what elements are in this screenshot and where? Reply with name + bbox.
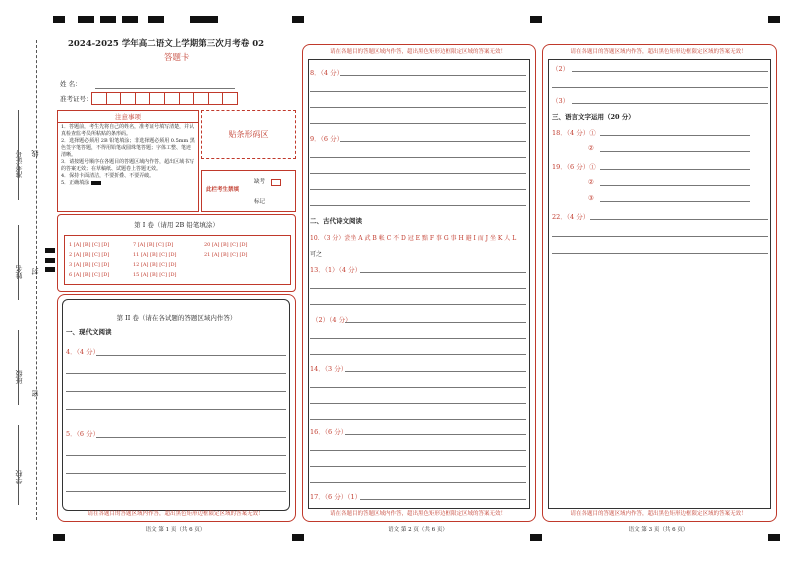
q17-label: 17．（6 分）（1） bbox=[310, 493, 362, 501]
answer-line[interactable] bbox=[590, 219, 768, 220]
notice-item: 2．选择题必须用 2B 铅笔填涂；非选择题必须用 0.5mm 黑色签字笔答题，不得用铅笔或圆珠笔答题；字体工整、笔迹清晰。 bbox=[61, 138, 195, 158]
warning-text: 请在各题目的答题区域内作答，超出黑色矩形边框限定区域的答案无效！ bbox=[570, 49, 747, 55]
answer-line[interactable] bbox=[360, 272, 526, 273]
answer-line[interactable] bbox=[310, 387, 526, 388]
page-footer: 语文 第 2 页（共 6 页） bbox=[388, 527, 448, 533]
answer-line[interactable] bbox=[340, 75, 526, 76]
q13-2-label: （2）（4 分） bbox=[312, 316, 352, 324]
q10-label: 10．（3 分）尝坐 A 武 B 帐 C 不 D 冠 E 黯 F 事 G 事 H 避 I 而 J 坐 K 人 L bbox=[310, 235, 517, 242]
option-row[interactable]: 7 [A] [B] [C] [D] bbox=[133, 242, 174, 248]
answer-line[interactable] bbox=[66, 409, 286, 410]
section1-box bbox=[57, 214, 296, 292]
answer-line[interactable] bbox=[310, 354, 526, 355]
q3-label: （3） bbox=[552, 97, 570, 105]
fill-line bbox=[18, 425, 19, 505]
registration-mark bbox=[53, 534, 65, 541]
answer-line[interactable] bbox=[310, 157, 526, 158]
option-row[interactable]: 12 [A] [B] [C] [D] bbox=[133, 262, 177, 268]
answer-line[interactable] bbox=[345, 434, 526, 435]
answer-line[interactable] bbox=[572, 103, 768, 104]
answer-line[interactable] bbox=[310, 173, 526, 174]
option-row[interactable]: 6 [A] [B] [C] [D] bbox=[69, 272, 110, 278]
seal-label: 封 bbox=[31, 268, 39, 275]
answer-line[interactable] bbox=[340, 141, 526, 142]
warning-text: 请在各题目的答题区域内作答，超出黑色矩形边框限定区域的答案无效！ bbox=[87, 511, 264, 517]
fill-sample-icon bbox=[91, 181, 101, 185]
q10-text: 可之 bbox=[310, 251, 323, 258]
registration-mark bbox=[78, 16, 94, 23]
registration-mark bbox=[768, 534, 780, 541]
q4-label: 4．（4 分） bbox=[66, 348, 100, 356]
answer-line[interactable] bbox=[66, 391, 286, 392]
page-footer: 语文 第 1 页（共 6 页） bbox=[145, 527, 206, 533]
binding-line bbox=[36, 40, 37, 520]
page2-inner bbox=[308, 59, 530, 509]
registration-mark bbox=[148, 16, 164, 23]
q22-label: 22．（4 分） bbox=[552, 213, 590, 221]
part2-title: 二、古代诗文阅读 bbox=[310, 217, 362, 225]
answer-line[interactable] bbox=[310, 288, 526, 289]
q2-label: （2） bbox=[552, 65, 570, 73]
option-row[interactable]: 21 [A] [B] [C] [D] bbox=[204, 252, 248, 258]
answer-line[interactable] bbox=[66, 491, 286, 492]
answer-line[interactable] bbox=[552, 87, 768, 88]
options-grid bbox=[64, 235, 291, 285]
registration-mark bbox=[530, 534, 542, 541]
q18-label: 18．（4 分）① bbox=[552, 129, 596, 137]
line-label: 线 bbox=[31, 150, 39, 157]
absent-mark-label: 缺考 bbox=[254, 179, 266, 185]
zkzh-field-label: 准考证号： bbox=[60, 95, 93, 103]
answer-line[interactable] bbox=[310, 419, 526, 420]
notice-title: 注意事项 bbox=[58, 111, 198, 123]
page-title: 2024-2025 学年高二语文上学期第三次月考卷 02 bbox=[68, 39, 265, 49]
option-row[interactable]: 2 [A] [B] [C] [D] bbox=[69, 252, 110, 258]
answer-line[interactable] bbox=[66, 373, 286, 374]
q5-label: 5．（6 分） bbox=[66, 430, 100, 438]
q19-sub-label: ② bbox=[588, 178, 594, 186]
answer-line[interactable] bbox=[552, 236, 768, 237]
q19-sub-label: ③ bbox=[588, 194, 594, 202]
answer-line[interactable] bbox=[310, 123, 526, 124]
option-row[interactable]: 11 [A] [B] [C] [D] bbox=[133, 252, 177, 258]
answer-line[interactable] bbox=[345, 322, 526, 323]
barcode-area bbox=[201, 110, 296, 159]
zkzh-boxes[interactable] bbox=[91, 92, 238, 105]
answer-line[interactable] bbox=[345, 371, 526, 372]
notice-item: 1．答题前，考生先将自己的姓名，准考证号填写清楚，并认真检查监考员所粘贴的条形码。 bbox=[61, 124, 195, 137]
warning-text: 请在各题目的答题区域内作答，超出黑色矩形边框限定区域的答案无效！ bbox=[570, 511, 747, 517]
answer-line[interactable] bbox=[96, 355, 286, 356]
fill-line bbox=[18, 110, 19, 200]
registration-mark bbox=[45, 248, 55, 253]
page3-inner bbox=[548, 59, 771, 509]
barcode-label: 贴条形码区 bbox=[228, 130, 269, 139]
registration-mark bbox=[100, 16, 116, 23]
answer-line[interactable] bbox=[310, 91, 526, 92]
name-label: 姓名 bbox=[15, 265, 23, 279]
answer-line[interactable] bbox=[572, 71, 768, 72]
registration-mark bbox=[768, 16, 780, 23]
notice-item: 3．请按题号顺序在各题目的答题区域内作答，超出区域书写的答案无效；在草稿纸、试题卷上答题无效。 bbox=[61, 159, 195, 172]
registration-mark bbox=[292, 534, 304, 541]
name-field-label: 姓 名： bbox=[60, 80, 82, 88]
fill-line bbox=[18, 225, 19, 300]
school-label: 学校 bbox=[15, 470, 23, 484]
answer-line[interactable] bbox=[310, 205, 526, 206]
section2-title: 第 II 卷（请在各试题的答题区域内作答） bbox=[116, 314, 237, 322]
notice-box bbox=[57, 110, 199, 212]
option-row[interactable]: 15 [A] [B] [C] [D] bbox=[133, 272, 177, 278]
registration-mark bbox=[190, 16, 218, 23]
option-row[interactable]: 20 [A] [B] [C] [D] bbox=[204, 242, 248, 248]
answer-line[interactable] bbox=[310, 482, 526, 483]
answer-line[interactable] bbox=[310, 304, 526, 305]
part1-title: 一、现代文阅读 bbox=[66, 328, 112, 336]
q16-label: 16．（6 分） bbox=[310, 428, 348, 436]
answer-line[interactable] bbox=[310, 403, 526, 404]
answer-line[interactable] bbox=[600, 185, 750, 186]
registration-mark bbox=[45, 258, 55, 263]
absent-box bbox=[201, 170, 296, 212]
option-row[interactable]: 1 [A] [B] [C] [D] bbox=[69, 242, 110, 248]
answer-line[interactable] bbox=[600, 135, 750, 136]
registration-mark bbox=[45, 267, 55, 272]
registration-mark bbox=[53, 16, 65, 23]
q9-label: 9．（6 分） bbox=[310, 135, 344, 143]
zkzh-label: 准考证号 bbox=[15, 150, 23, 178]
name-field[interactable] bbox=[95, 88, 235, 89]
page-footer: 语文 第 3 页（共 6 页） bbox=[628, 527, 689, 533]
absent-label: 此栏考生禁填 bbox=[206, 187, 240, 193]
answer-line[interactable] bbox=[310, 189, 526, 190]
absent-checkbox[interactable] bbox=[271, 179, 281, 186]
notice-item: 4．保持卡面清洁，不要折叠、不要弄破。 bbox=[61, 173, 155, 179]
answer-line[interactable] bbox=[66, 455, 286, 456]
q18-sub-label: ② bbox=[588, 144, 594, 152]
registration-mark bbox=[530, 16, 542, 23]
q14-label: 14．（3 分） bbox=[310, 365, 348, 373]
q13-1-label: 13．（1）（4 分） bbox=[310, 266, 362, 274]
answer-line[interactable] bbox=[310, 107, 526, 108]
answer-line[interactable] bbox=[600, 201, 750, 202]
q19-label: 19．（6 分）① bbox=[552, 163, 596, 171]
class-label: 班级 bbox=[15, 370, 23, 384]
answer-line[interactable] bbox=[310, 466, 526, 467]
absent-mark-label: 标记 bbox=[254, 199, 266, 205]
answer-line[interactable] bbox=[310, 338, 526, 339]
fill-line bbox=[18, 330, 19, 405]
q8-label: 8．（4 分） bbox=[310, 69, 344, 77]
answer-line[interactable] bbox=[310, 450, 526, 451]
answer-line[interactable] bbox=[600, 169, 750, 170]
answer-line[interactable] bbox=[552, 253, 768, 254]
answer-line[interactable] bbox=[600, 151, 750, 152]
warning-text: 请在各题目的答题区域内作答，超出黑色矩形边框限定区域的答案无效！ bbox=[329, 511, 506, 517]
registration-mark bbox=[292, 16, 304, 23]
part3-title: 三、语言文字运用（20 分） bbox=[552, 113, 635, 121]
mi-label: 密 bbox=[31, 390, 39, 397]
notice-item: 5．正确填涂 bbox=[61, 180, 90, 186]
warning-text: 请在各题目的答题区域内作答，超出黑色矩形边框限定区域的答案无效！ bbox=[329, 49, 506, 55]
answer-line[interactable] bbox=[66, 473, 286, 474]
registration-mark bbox=[122, 16, 138, 23]
option-row[interactable]: 3 [A] [B] [C] [D] bbox=[69, 262, 110, 268]
answer-line[interactable] bbox=[360, 499, 526, 500]
answer-line[interactable] bbox=[96, 437, 286, 438]
section2-box bbox=[57, 294, 296, 522]
section1-title: 第 I 卷（请用 2B 铅笔填涂） bbox=[134, 221, 219, 229]
answer-sheet-title: 答题卡 bbox=[164, 53, 190, 63]
